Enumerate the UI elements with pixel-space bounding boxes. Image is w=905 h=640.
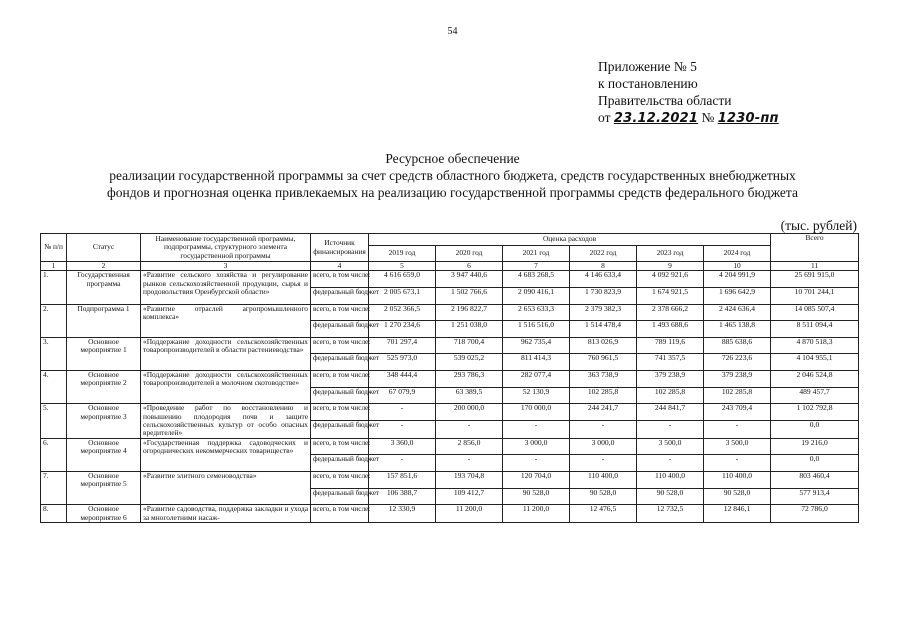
header-year: 2024 год	[704, 246, 771, 262]
amount-cell: 2 046 524,8	[771, 370, 859, 387]
amount-cell: 110 400,0	[570, 471, 637, 488]
appendix-block	[598, 58, 779, 127]
amount-cell: 193 704,8	[436, 471, 503, 488]
handwritten-date: 23.12.2021	[613, 111, 699, 126]
units-label: (тыс. рублей)	[780, 218, 857, 233]
amount-cell: 962 735,4	[503, 337, 570, 354]
column-index-cell: 2	[67, 262, 141, 271]
header-estimate: Оценка расходов	[369, 234, 771, 246]
amount-cell: 4 204 991,9	[704, 271, 771, 288]
amount-cell: 1 270 234,6	[369, 321, 436, 338]
table-row	[41, 471, 859, 488]
funding-source: федеральный бюджет	[311, 387, 369, 404]
header-year: 2023 год	[637, 246, 704, 262]
amount-cell: -	[369, 421, 436, 438]
amount-cell: 4 104 955,1	[771, 354, 859, 371]
table-row	[41, 337, 859, 354]
amount-cell: 106 388,7	[369, 488, 436, 505]
amount-cell: 19 216,0	[771, 438, 859, 455]
amount-cell: 4 683 268,5	[503, 271, 570, 288]
amount-cell: 3 000,0	[503, 438, 570, 455]
amount-cell: -	[503, 421, 570, 438]
row-status: Подпрограмма 1	[67, 304, 141, 337]
row-number: 6.	[41, 438, 67, 471]
amount-cell: 170 000,0	[503, 404, 570, 421]
amount-cell: 4 092 921,6	[637, 271, 704, 288]
amount-cell: 12 732,5	[637, 505, 704, 523]
amount-cell: -	[637, 455, 704, 472]
column-index-cell: 1	[41, 262, 67, 271]
funding-source: федеральный бюджет	[311, 488, 369, 505]
row-name: «Развитие сельского хозяйства и регулирование рынков сельскохозяйственной продукции, сырья и продовольствия Оренбургской области»	[141, 271, 311, 304]
resource-table	[40, 233, 859, 523]
row-number: 8.	[41, 505, 67, 523]
amount-cell: 2 856,0	[436, 438, 503, 455]
row-number: 3.	[41, 337, 67, 370]
amount-cell: 67 079,9	[369, 387, 436, 404]
amount-cell: 363 738,9	[570, 370, 637, 387]
amount-cell: 4 146 633,4	[570, 271, 637, 288]
row-name: «Развитие садоводства, поддержка закладки и ухода за многолетними насаж-	[141, 505, 311, 523]
table-row	[41, 271, 859, 288]
funding-source: всего, в том числе:	[311, 271, 369, 288]
handwritten-number: 1230-пп	[717, 111, 779, 126]
funding-source: федеральный бюджет	[311, 421, 369, 438]
amount-cell: -	[503, 455, 570, 472]
row-number: 1.	[41, 271, 67, 304]
amount-cell: 3 000,0	[570, 438, 637, 455]
amount-cell: 90 528,0	[570, 488, 637, 505]
funding-source: федеральный бюджет	[311, 321, 369, 338]
amount-cell: 11 200,0	[503, 505, 570, 523]
row-number: 4.	[41, 370, 67, 403]
amount-cell: -	[369, 455, 436, 472]
row-number: 2.	[41, 304, 67, 337]
amount-cell: -	[637, 421, 704, 438]
amount-cell: 2 005 673,1	[369, 288, 436, 305]
funding-source: федеральный бюджет	[311, 354, 369, 371]
amount-cell: 2 424 636,4	[704, 304, 771, 321]
appendix-line-1: Приложение № 5	[598, 59, 697, 74]
column-index-cell: 7	[503, 262, 570, 271]
amount-cell: 3 500,0	[637, 438, 704, 455]
header-total: Всего	[771, 234, 859, 262]
amount-cell: 14 085 507,4	[771, 304, 859, 321]
amount-cell: 811 414,3	[503, 354, 570, 371]
amount-cell: 760 961,5	[570, 354, 637, 371]
table-row	[41, 505, 859, 523]
funding-source: федеральный бюджет	[311, 455, 369, 472]
funding-source: всего, в том числе:	[311, 370, 369, 387]
amount-cell: 90 528,0	[637, 488, 704, 505]
amount-cell: 282 077,4	[503, 370, 570, 387]
row-status: Основное мероприятие 5	[67, 471, 141, 504]
row-name: «Развитие отраслей агропромышленного комплекса»	[141, 304, 311, 337]
header-status: Статус	[67, 234, 141, 262]
amount-cell: -	[704, 421, 771, 438]
amount-cell: 0,0	[771, 455, 859, 472]
header-num: № п/п	[41, 234, 67, 262]
table-row	[41, 370, 859, 387]
row-name: «Проведение работ по восстановлению и повышению плодородия почв и защите сельскохозяйственных культур от особо опасных вредителей»	[141, 404, 311, 439]
amount-cell: 2 378 666,2	[637, 304, 704, 321]
appendix-line-3: Правительства области	[598, 93, 732, 108]
amount-cell: -	[570, 455, 637, 472]
column-index-cell: 9	[637, 262, 704, 271]
amount-cell: 200 000,0	[436, 404, 503, 421]
amount-cell: 1 493 688,6	[637, 321, 704, 338]
amount-cell: 813 026,9	[570, 337, 637, 354]
amount-cell: 2 052 366,5	[369, 304, 436, 321]
amount-cell: 348 444,4	[369, 370, 436, 387]
amount-cell: 102 285,8	[704, 387, 771, 404]
column-index-cell: 4	[311, 262, 369, 271]
appendix-date-line	[598, 109, 779, 127]
amount-cell: 1 251 038,0	[436, 321, 503, 338]
amount-cell: 52 130,9	[503, 387, 570, 404]
amount-cell: 243 709,4	[704, 404, 771, 421]
amount-cell: -	[570, 421, 637, 438]
row-name: «Государственная поддержка садоводческих и огороднических некоммерческих товариществ»	[141, 438, 311, 471]
amount-cell: 789 119,6	[637, 337, 704, 354]
amount-cell: 0,0	[771, 421, 859, 438]
amount-cell: 110 400,0	[637, 471, 704, 488]
table-body	[41, 271, 859, 523]
document-title	[0, 150, 905, 201]
amount-cell: 2 379 382,3	[570, 304, 637, 321]
amount-cell: 109 412,7	[436, 488, 503, 505]
amount-cell: -	[369, 404, 436, 421]
table-row	[41, 404, 859, 421]
amount-cell: 525 973,0	[369, 354, 436, 371]
column-index-cell: 8	[570, 262, 637, 271]
amount-cell: 1 516 516,0	[503, 321, 570, 338]
amount-cell: 701 297,4	[369, 337, 436, 354]
amount-cell: 244 841,7	[637, 404, 704, 421]
amount-cell: 1 514 478,4	[570, 321, 637, 338]
number-prefix: №	[701, 110, 715, 125]
appendix-line-2: к постановлению	[598, 76, 698, 91]
amount-cell: 379 238,9	[704, 370, 771, 387]
funding-source: всего, в том числе:	[311, 304, 369, 321]
header-year: 2022 год	[570, 246, 637, 262]
amount-cell: 885 638,6	[704, 337, 771, 354]
funding-source: всего, в том числе:	[311, 471, 369, 488]
header-year: 2021 год	[503, 246, 570, 262]
amount-cell: 3 360,0	[369, 438, 436, 455]
amount-cell: 3 947 440,6	[436, 271, 503, 288]
funding-source: всего, в том числе:	[311, 438, 369, 455]
row-name: «Поддержание доходности сельскохозяйственных товаропроизводителей в области растениеводства»	[141, 337, 311, 370]
title-line-3: фондов и прогнозная оценка привлекаемых на реализацию государственной программы средств федерального бюджета	[107, 185, 798, 200]
amount-cell: 25 691 915,0	[771, 271, 859, 288]
row-status: Основное мероприятие 2	[67, 370, 141, 403]
amount-cell: 379 238,9	[637, 370, 704, 387]
title-line-2: реализации государственной программы за счет средств областного бюджета, средств государственных внебюджетных	[109, 168, 796, 183]
amount-cell: 489 457,7	[771, 387, 859, 404]
header-year: 2020 год	[436, 246, 503, 262]
amount-cell: -	[436, 421, 503, 438]
funding-source: всего, в том числе:	[311, 505, 369, 523]
amount-cell: 110 400,0	[704, 471, 771, 488]
amount-cell: 12 846,1	[704, 505, 771, 523]
amount-cell: 11 200,0	[436, 505, 503, 523]
amount-cell: 1 674 921,5	[637, 288, 704, 305]
amount-cell: 1 465 138,8	[704, 321, 771, 338]
amount-cell: -	[704, 455, 771, 472]
column-index-cell: 6	[436, 262, 503, 271]
amount-cell: 12 476,5	[570, 505, 637, 523]
amount-cell: 2 090 416,1	[503, 288, 570, 305]
amount-cell: 539 025,2	[436, 354, 503, 371]
funding-source: всего, в том числе:	[311, 337, 369, 354]
page-number: 54	[447, 26, 458, 37]
row-name: «Поддержание доходности сельскохозяйственных товаропроизводителей в молочном скотоводстве»	[141, 370, 311, 403]
amount-cell: 12 330,9	[369, 505, 436, 523]
amount-cell: 102 285,8	[637, 387, 704, 404]
row-number: 5.	[41, 404, 67, 439]
amount-cell: 1 102 792,8	[771, 404, 859, 421]
table-row	[41, 304, 859, 321]
amount-cell: 2 653 633,3	[503, 304, 570, 321]
column-index-cell: 5	[369, 262, 436, 271]
table-row	[41, 438, 859, 455]
amount-cell: -	[436, 455, 503, 472]
amount-cell: 803 460,4	[771, 471, 859, 488]
amount-cell: 244 241,7	[570, 404, 637, 421]
amount-cell: 4 870 518,3	[771, 337, 859, 354]
amount-cell: 1 730 823,9	[570, 288, 637, 305]
column-index-cell: 3	[141, 262, 311, 271]
amount-cell: 63 389,5	[436, 387, 503, 404]
amount-cell: 293 786,3	[436, 370, 503, 387]
date-prefix: от	[598, 110, 611, 125]
title-line-1: Ресурсное обеспечение	[385, 151, 520, 166]
amount-cell: 120 704,0	[503, 471, 570, 488]
row-status: Основное мероприятие 6	[67, 505, 141, 523]
header-name: Наименование государственной программы, подпрограммы, структурного элемента государственной программы	[141, 234, 311, 262]
header-year: 2019 год	[369, 246, 436, 262]
amount-cell: 8 511 094,4	[771, 321, 859, 338]
column-index-cell: 10	[704, 262, 771, 271]
funding-source: всего, в том числе:	[311, 404, 369, 421]
funding-source: федеральный бюджет	[311, 288, 369, 305]
amount-cell: 1 696 642,9	[704, 288, 771, 305]
amount-cell: 2 196 822,7	[436, 304, 503, 321]
amount-cell: 90 528,0	[704, 488, 771, 505]
amount-cell: 102 285,8	[570, 387, 637, 404]
amount-cell: 1 502 766,6	[436, 288, 503, 305]
header-source: Источник финансирования	[311, 234, 369, 262]
amount-cell: 577 913,4	[771, 488, 859, 505]
amount-cell: 157 851,6	[369, 471, 436, 488]
row-status: Основное мероприятие 3	[67, 404, 141, 439]
row-status: Основное мероприятие 4	[67, 438, 141, 471]
amount-cell: 4 616 659,0	[369, 271, 436, 288]
amount-cell: 741 357,5	[637, 354, 704, 371]
amount-cell: 10 701 244,1	[771, 288, 859, 305]
column-index-cell: 11	[771, 262, 859, 271]
amount-cell: 3 500,0	[704, 438, 771, 455]
row-name: «Развитие элитного семеноводства»	[141, 471, 311, 504]
amount-cell: 726 223,6	[704, 354, 771, 371]
row-status: Государственная программа	[67, 271, 141, 304]
amount-cell: 72 786,0	[771, 505, 859, 523]
row-number: 7.	[41, 471, 67, 504]
amount-cell: 90 528,0	[503, 488, 570, 505]
row-status: Основное мероприятие 1	[67, 337, 141, 370]
amount-cell: 718 700,4	[436, 337, 503, 354]
